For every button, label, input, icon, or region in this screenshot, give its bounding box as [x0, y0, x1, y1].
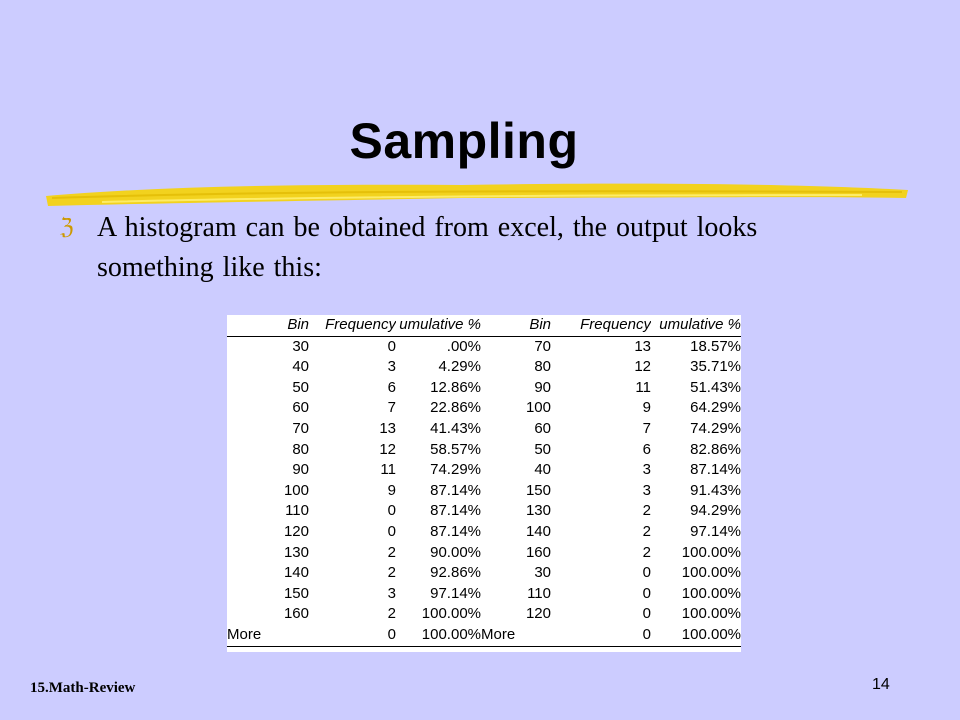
histogram-table — [227, 315, 741, 647]
table-row — [227, 604, 741, 625]
table-cell: 120 — [283, 522, 309, 540]
table-cell: 50 — [292, 378, 309, 396]
table-cell: 13 — [379, 419, 396, 437]
table-cell: 7 — [642, 419, 651, 437]
table-cell: 60 — [292, 399, 309, 417]
table-cell: 0 — [642, 605, 651, 623]
table-cell: 87.14% — [690, 461, 741, 479]
page-number: 14 — [872, 676, 890, 693]
table-cell: 110 — [527, 584, 551, 602]
table-cell: 0 — [642, 584, 651, 602]
table-row — [227, 378, 741, 399]
table-cell: 2 — [387, 543, 396, 561]
table-cell: 2 — [387, 605, 396, 623]
table-cell: 3 — [387, 358, 396, 376]
table-row — [227, 440, 741, 461]
table-cell: 11 — [380, 461, 396, 479]
table-row — [227, 336, 741, 357]
table-cell: 80 — [292, 440, 309, 458]
histogram-table-image — [227, 315, 741, 652]
table-cell: 130 — [525, 502, 551, 520]
table-cell: 6 — [387, 378, 396, 396]
table-cell: 2 — [387, 564, 396, 582]
table-row — [227, 584, 741, 605]
table-cell: 64.29% — [690, 399, 741, 417]
table-cell: 100.00% — [681, 564, 741, 582]
header-cumulative-sorted: umulative % — [659, 316, 741, 333]
table-cell: 0 — [642, 625, 651, 643]
table-cell: 22.86% — [430, 399, 481, 417]
table-cell: 94.29% — [690, 502, 741, 520]
table-cell: 9 — [387, 481, 396, 499]
table-cell: 40 — [292, 358, 309, 376]
table-cell: 60 — [534, 419, 551, 437]
table-cell: 160 — [525, 543, 551, 561]
table-cell: 0 — [387, 337, 396, 355]
table-cell: 100.00% — [681, 543, 741, 561]
table-cell: 7 — [387, 399, 396, 417]
table-cell: 100.00% — [681, 625, 741, 643]
header-bin-sorted: Bin — [529, 316, 551, 333]
table-cell: 70 — [292, 419, 309, 437]
table-row — [227, 398, 741, 419]
table-cell: 80 — [534, 358, 551, 376]
table-cell: 3 — [387, 584, 396, 602]
footer-course-label: 15.Math-Review — [30, 680, 136, 696]
table-row — [227, 501, 741, 522]
table-cell: 0 — [387, 502, 396, 520]
table-cell: 70 — [534, 337, 551, 355]
table-cell: 12 — [634, 358, 651, 376]
table-header-row — [227, 315, 741, 336]
table-cell: 87.14% — [430, 481, 481, 499]
table-row — [227, 563, 741, 584]
table-cell: 110 — [285, 502, 309, 520]
table-cell: 2 — [642, 543, 651, 561]
table-cell: 35.71% — [690, 358, 741, 376]
table-cell: 30 — [534, 564, 551, 582]
table-cell: 74.29% — [430, 461, 481, 479]
table-row — [227, 481, 741, 502]
bullet-text: A histogram can be obtained from excel, the output looks something like this: — [97, 212, 758, 283]
table-cell: More — [481, 625, 516, 643]
table-cell: 160 — [283, 605, 309, 623]
table-cell: 74.29% — [690, 419, 741, 437]
table-row — [227, 357, 741, 378]
table-cell: 12.86% — [430, 378, 481, 396]
table-cell: 120 — [525, 605, 551, 623]
table-cell: 30 — [292, 337, 309, 355]
table-cell: 18.57% — [690, 337, 741, 355]
z-bullet-icon: ℨ — [60, 215, 74, 240]
table-cell: 87.14% — [430, 522, 481, 540]
table-cell: 2 — [642, 502, 651, 520]
table-cell: 140 — [283, 564, 309, 582]
table-cell: 140 — [525, 522, 551, 540]
table-cell: 13 — [634, 337, 651, 355]
table-cell: 97.14% — [690, 522, 741, 540]
table-cell: 0 — [387, 625, 396, 643]
table-cell: 3 — [642, 461, 651, 479]
table-cell: 3 — [642, 481, 651, 499]
table-cell: 90.00% — [430, 543, 481, 561]
table-cell: 100.00% — [421, 605, 481, 623]
table-row — [227, 460, 741, 481]
table-row — [227, 419, 741, 440]
table-cell: 51.43% — [690, 378, 741, 396]
bullet-point — [60, 208, 860, 288]
table-row — [227, 625, 741, 646]
header-cumulative: umulative % — [399, 316, 481, 333]
header-bin: Bin — [287, 316, 309, 333]
table-cell: 150 — [525, 481, 551, 499]
table-cell: 130 — [283, 543, 309, 561]
title-underline-stroke — [42, 176, 910, 210]
table-cell: 82.86% — [690, 440, 741, 458]
header-frequency: Frequency — [325, 316, 396, 333]
table-cell: 90 — [534, 378, 551, 396]
table-cell: 97.14% — [430, 584, 481, 602]
table-cell: 0 — [387, 522, 396, 540]
table-cell: 100 — [525, 399, 551, 417]
table-cell: 100 — [283, 481, 309, 499]
table-cell: More — [227, 625, 262, 643]
table-cell: 12 — [379, 440, 396, 458]
table-cell: 150 — [283, 584, 309, 602]
slide-title: Sampling — [349, 113, 579, 169]
table-cell: 2 — [642, 522, 651, 540]
table-cell: 92.86% — [430, 564, 481, 582]
table-cell: 100.00% — [421, 625, 481, 643]
table-row — [227, 522, 741, 543]
table-cell: 50 — [534, 440, 551, 458]
table-cell: 90 — [292, 461, 309, 479]
table-cell: 100.00% — [681, 584, 741, 602]
table-cell: 4.29% — [438, 358, 481, 376]
table-cell: 11 — [635, 378, 651, 396]
table-cell: 100.00% — [681, 605, 741, 623]
table-cell: 58.57% — [430, 440, 481, 458]
table-cell: 87.14% — [430, 502, 481, 520]
table-cell: 91.43% — [690, 481, 741, 499]
table-cell: 6 — [642, 440, 651, 458]
table-cell: 9 — [642, 399, 651, 417]
table-cell: 40 — [534, 461, 551, 479]
table-cell: 41.43% — [430, 419, 481, 437]
table-row — [227, 543, 741, 564]
table-cell: .00% — [446, 337, 481, 355]
header-frequency-sorted: Frequency — [580, 316, 651, 333]
table-cell: 0 — [642, 564, 651, 582]
